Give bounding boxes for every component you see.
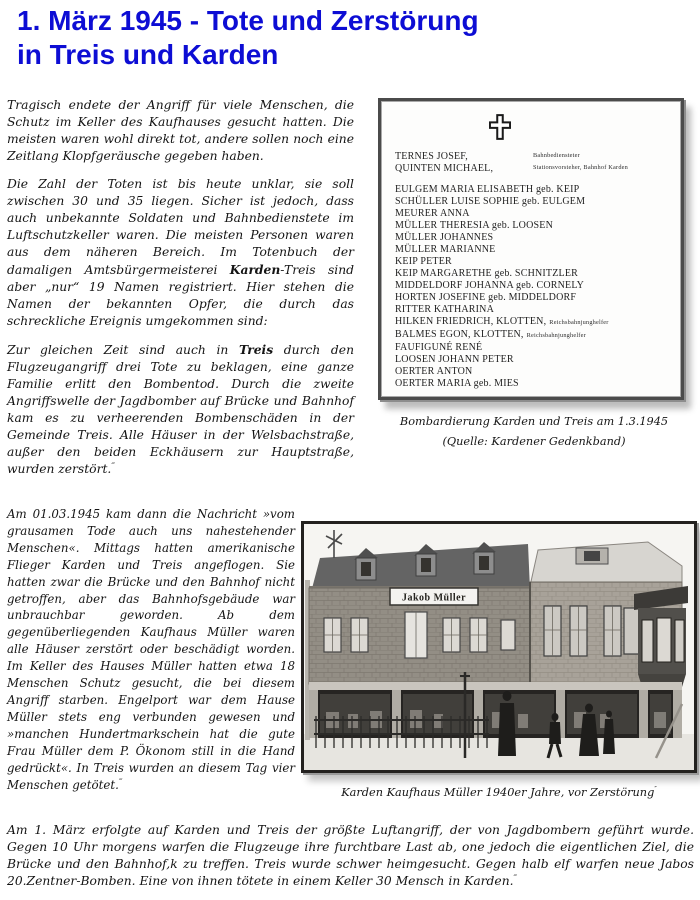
victim-name: MIDDELDORF JOHANNA geb. CORNELY	[395, 280, 585, 291]
paragraph-mueller: Am 01.03.1945 kam dann die Nachricht »vom grausamen Tode auch uns nahestehender Menschen«. Mittags hatten amerikanische Flieger Karden und Treis angeflogen. Sie hatten zwar die Brücke und den Bahnhof nicht getroffen, aber das Bahnhofsgebäude war unbrauchbar geworden. Ab dem gegenüberliegenden Kaufhaus Müller waren alle Häuser zerstört oder beschädigt worden. Im Keller des Hauses Müller hatten etwa 18 Menschen Schutz gesucht, die bei diesem Angriff starben. Engelport war dem Hause Müller stets eng verbunden gewesen und »manchen Hundertmarkschein hat die gute Frau Müller dem P. Ökonom still in die Hand gedrückt«. In Treis wurden an diesem Tag vier Menschen getötet.‴	[7, 507, 295, 792]
victim-name: LOOSEN JOHANN PETER	[395, 354, 514, 365]
victim-entry	[395, 232, 673, 243]
victim-entry	[395, 354, 673, 365]
victim-entry	[395, 304, 673, 315]
page-title	[17, 4, 479, 71]
victim-role-side-note: Bahnbediensteter	[533, 152, 580, 159]
victim-name: KEIP PETER	[395, 256, 452, 267]
victim-role-inline-note: Reichsbahnjunghelfer	[526, 332, 586, 339]
victim-role-inline-note: Reichsbahnjunghelfer	[549, 319, 609, 326]
victim-entry	[395, 316, 673, 328]
victim-name: QUINTEN MICHAEL,	[395, 163, 494, 174]
memorial-plaque-image	[378, 98, 684, 400]
closing-paragraph: Am 1. März erfolgte auf Karden und Treis der größte Luftangriff, der von Jagdbombern geführt wurde. Gegen 10 Uhr morgens warfen die Flugzeuge ihre furchtbare Last ab, one jedoch die eigentlichen Ziel, die Brücke und den Bahnhof,k zu treffen. Treis wurde schwer heimgesucht. Gegen halb elf warfen neue Jabos 20.Zentner-Bomben. Eine von ihnen tötete in einem Keller 30 Mensch in Karden.‴	[7, 823, 694, 888]
victim-entry	[395, 220, 673, 231]
victim-name: EULGEM MARIA ELISABETH geb. KEIP	[395, 184, 580, 195]
victim-name: RITTER KATHARINA	[395, 304, 495, 315]
title-line-1: 1. März 1945 - Tote und Zerstörung	[17, 5, 479, 36]
victim-entry	[395, 280, 673, 291]
victim-entry	[395, 151, 673, 162]
victim-name: OERTER ANTON	[395, 366, 473, 377]
victim-name: MEURER ANNA	[395, 208, 470, 219]
victim-name: TERNES JOSEF,	[395, 151, 468, 162]
cross-icon	[489, 113, 511, 141]
photo-caption-text: Karden Kaufhaus Müller 1940er Jahre, vor Zerstörung	[341, 785, 655, 799]
victim-name: BALMES EGON, KLOTTEN,	[395, 329, 524, 340]
victim-entry	[395, 163, 673, 174]
victim-entry	[395, 378, 673, 389]
victim-name: OERTER MARIA geb. MIES	[395, 378, 519, 389]
photo-caption-footnote-mark: ″	[654, 785, 657, 793]
victim-entry	[395, 244, 673, 255]
building-illustration	[304, 524, 694, 770]
victim-entry	[395, 268, 673, 279]
victim-name: HORTEN JOSEFINE geb. MIDDELDORF	[395, 292, 577, 303]
kaufhaus-photo	[301, 521, 697, 773]
shop-sign-text: Jakob Müller	[401, 592, 467, 604]
victim-name: FAUFIGUNÉ RENÉ	[395, 342, 483, 353]
victim-entry	[395, 342, 673, 353]
memorial-plaque-figure	[378, 98, 690, 448]
plaque-caption: Bombardierung Karden und Treis am 1.3.1945	[399, 415, 669, 428]
mueller-text-column	[7, 506, 295, 804]
victim-name: HILKEN FRIEDRICH, KLOTTEN,	[395, 316, 547, 327]
victim-name: MÜLLER THERESIA geb. LOOSEN	[395, 220, 553, 231]
victim-name: MÜLLER JOHANNES	[395, 232, 494, 243]
victim-entry	[395, 184, 673, 195]
victim-name: SCHÜLLER LUISE SOPHIE geb. EULGEM	[395, 196, 586, 207]
title-line-2: in Treis und Karden	[17, 38, 279, 70]
victim-entry	[395, 292, 673, 303]
victim-entry	[395, 208, 673, 219]
victim-role-side-note: Stationsvorsteher, Bahnhof Karden	[533, 164, 629, 171]
victim-name-list	[395, 151, 673, 389]
victim-name: MÜLLER MARIANNE	[395, 244, 496, 255]
victim-entry	[395, 256, 673, 267]
victim-name: KEIP MARGARETHE geb. SCHNITZLER	[395, 268, 579, 279]
plaque-caption-source: (Quelle: Kardener Gedenkband)	[442, 435, 626, 448]
victim-entry	[395, 196, 673, 207]
intro-text-column	[7, 97, 354, 489]
photo-caption	[301, 785, 697, 799]
paragraph-intro-2: Die Zahl der Toten ist bis heute unklar, sie soll zwischen 30 und 35 liegen. Sicher ist jedoch, dass auch unbekannte Soldaten und Bahnbedienstete im Luftschutzkeller waren. Die meisten Personen waren aus dem näheren Bereich. Im Totenbuch der damaligen Amtsbürgermeisterei Karden-Treis sind aber „nur“ 19 Namen registriert. Hier stehen die Namen der bekannten Opfer, die durch das schreckliche Ereignis umgekommen sind:	[7, 177, 354, 328]
paragraph-intro-1: Tragisch endete der Angriff für viele Menschen, die Schutz im Keller des Kaufhauses gesucht hatten. Die meisten waren wohl direkt tot, andere sollen noch eine Zeitlang Klopfgeräusche gegeben haben.	[7, 98, 354, 163]
paragraph-intro-3: Zur gleichen Zeit sind auch in Treis durch den Flugzeugangriff drei Tote zu beklagen, eine ganze Familie erlitt den Bombentod. Durch die zweite Angriffswelle der Jagdbomber auf Brücke und Bahnhof kam es zu verheerenden Bombenschäden in der Gemeinde Treis. Alle Häuser in der Welsbachstraße, außer den beiden Eckhäusern zur Hauptstraße, wurden zerstört.‴	[7, 342, 354, 476]
kaufhaus-photo-figure	[301, 521, 697, 799]
victim-entry	[395, 329, 673, 341]
victim-entry	[395, 366, 673, 377]
